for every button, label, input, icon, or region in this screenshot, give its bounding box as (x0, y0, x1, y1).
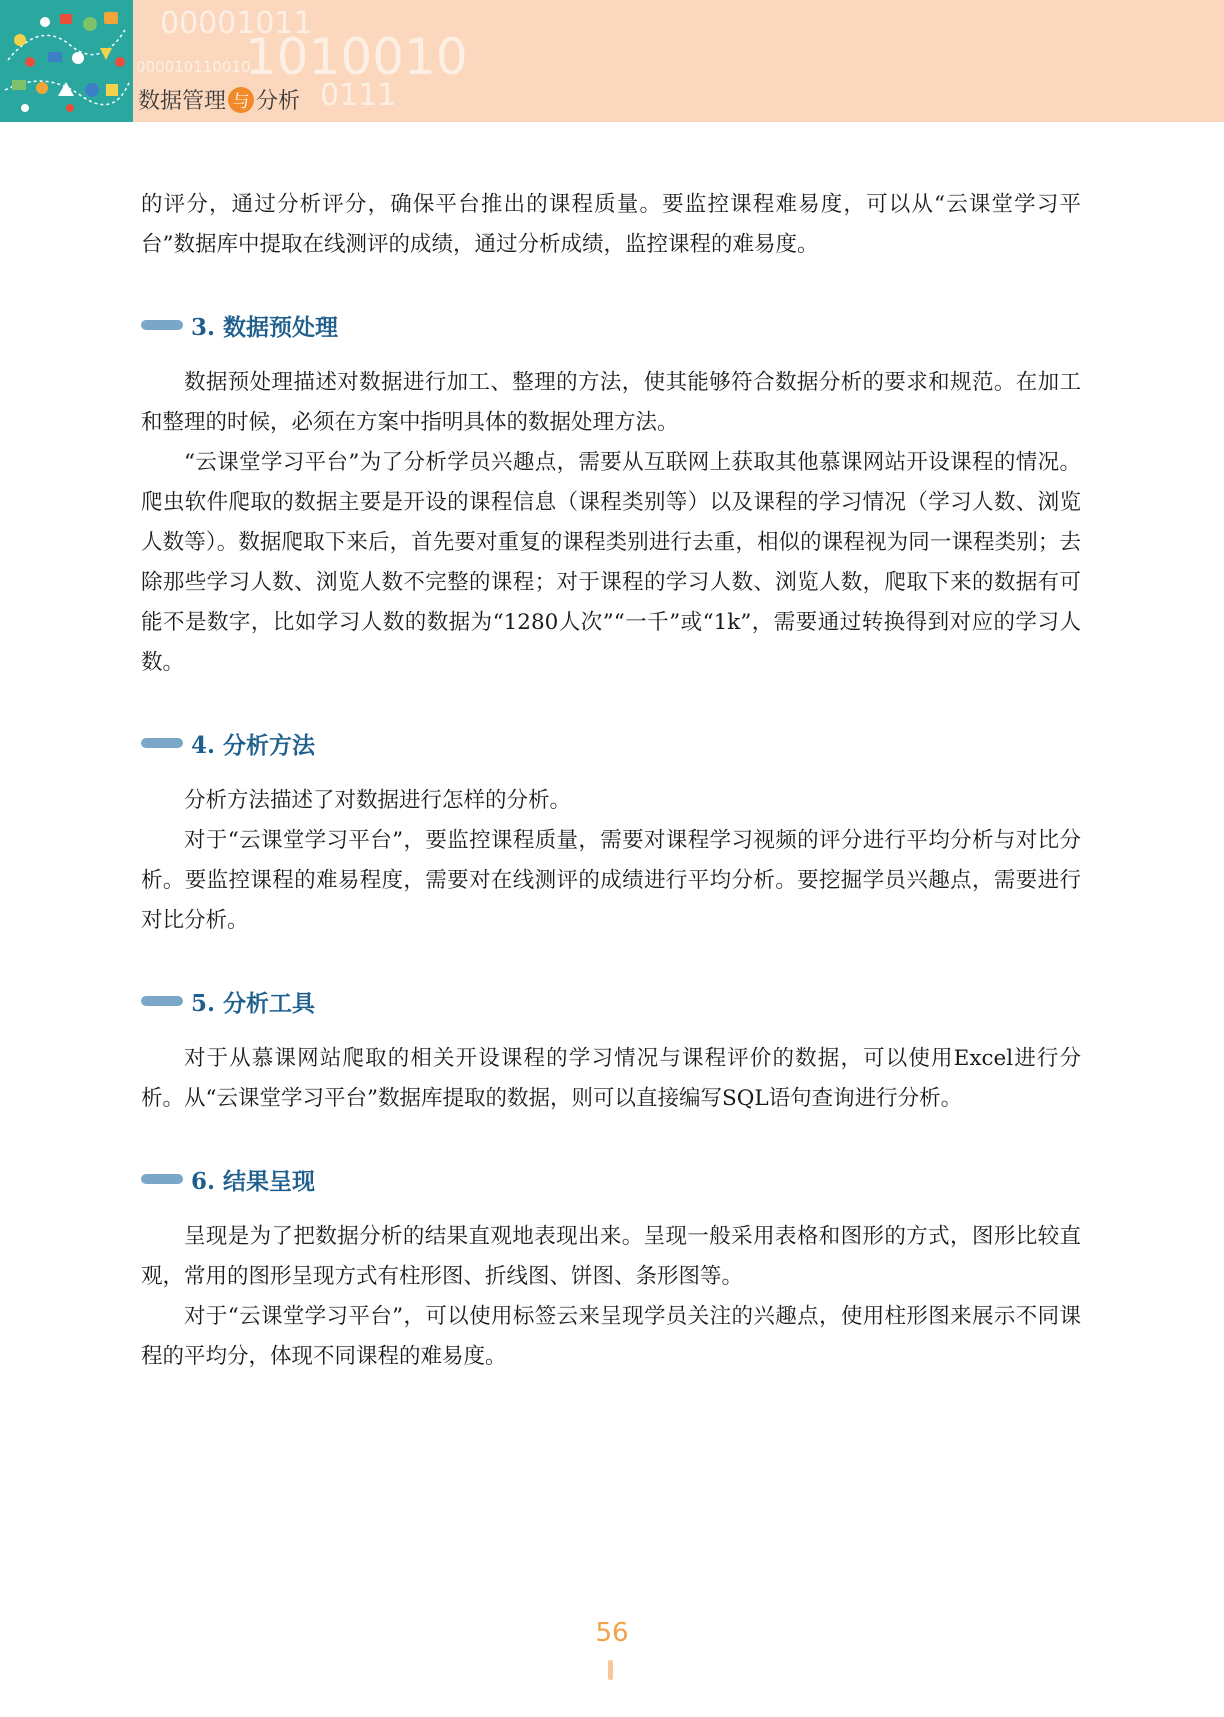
header-illustration (0, 0, 133, 122)
binary-decoration-2: 1010010 (245, 28, 468, 86)
paragraph: 对于“云课堂学习平台”，可以使用标签云来呈现学员关注的兴趣点，使用柱形图来展示不同课程的平均分，体现不同课程的难易度。 (141, 1304, 1081, 1369)
heading-bar-marker (141, 738, 183, 748)
binary-decoration-4: 0111 (320, 78, 397, 113)
book-title-connector-badge: 与 (228, 87, 254, 113)
page-content (141, 185, 1081, 1377)
heading-bar-marker (141, 320, 183, 330)
data-icons-illustration (0, 0, 133, 122)
paragraph: “云课堂学习平台”为了分析学员兴趣点，需要从互联网上获取其他慕课网站开设课程的情况。爬虫软件爬取的数据主要是开设的课程信息（课程类别等）以及课程的学习情况（学习人数、浏览人数等）。数据爬取下来后，首先要对重复的课程类别进行去重，相似的课程视为同一课程类别；去除那些学习人数、浏览人数不完整的课程；对于课程的学习人数、浏览人数，爬取下来的数据有可能不是数字，比如学习人数的数据为“1280人次”“一千”或“1k”，需要通过转换得到对应的学习人数。 (141, 450, 1081, 675)
section-heading (141, 983, 1081, 1019)
paragraph: 对于“云课堂学习平台”，要监控课程质量，需要对课程学习视频的评分进行平均分析与对比分析。要监控课程的难易程度，需要对在线测评的成绩进行平均分析。要挖掘学员兴趣点，需要进行对比分析。 (141, 828, 1081, 933)
page-number: 56 (595, 1618, 629, 1648)
section-heading (141, 725, 1081, 761)
paragraph: 的评分，通过分析评分，确保平台推出的课程质量。要监控课程难易度，可以从“云课堂学习平台”数据库中提取在线测评的成绩，通过分析成绩，监控课程的难易度。 (141, 192, 1081, 257)
page-header (0, 0, 1224, 122)
section-heading-text: 6. 结果呈现 (191, 1167, 316, 1195)
section-heading-text: 4. 分析方法 (191, 731, 316, 759)
section-heading (141, 307, 1081, 343)
section-heading-text: 5. 分析工具 (191, 989, 316, 1017)
paragraph: 对于从慕课网站爬取的相关开设课程的学习情况与课程评价的数据，可以使用Excel进行分析。从“云课堂学习平台”数据库提取的数据，则可以直接编写SQL语句查询进行分析。 (141, 1046, 1081, 1111)
binary-decoration-3: 000010110010 (136, 58, 251, 76)
page-number-tick (608, 1660, 613, 1680)
heading-bar-marker (141, 1174, 183, 1184)
paragraph: 数据预处理描述对数据进行加工、整理的方法，使其能够符合数据分析的要求和规范。在加工和整理的时候，必须在方案中指明具体的数据处理方法。 (141, 370, 1081, 435)
binary-decoration-1: 00001011 (160, 6, 313, 41)
paragraph: 分析方法描述了对数据进行怎样的分析。 (184, 788, 572, 813)
section-heading-text: 3. 数据预处理 (191, 313, 339, 341)
book-title (138, 84, 300, 115)
book-title-part1: 数据管理 (138, 89, 227, 114)
book-title-part2: 分析 (256, 89, 301, 114)
section-heading (141, 1161, 1081, 1197)
paragraph: 呈现是为了把数据分析的结果直观地表现出来。呈现一般采用表格和图形的方式，图形比较直观，常用的图形呈现方式有柱形图、折线图、饼图、条形图等。 (141, 1224, 1081, 1289)
heading-bar-marker (141, 996, 183, 1006)
